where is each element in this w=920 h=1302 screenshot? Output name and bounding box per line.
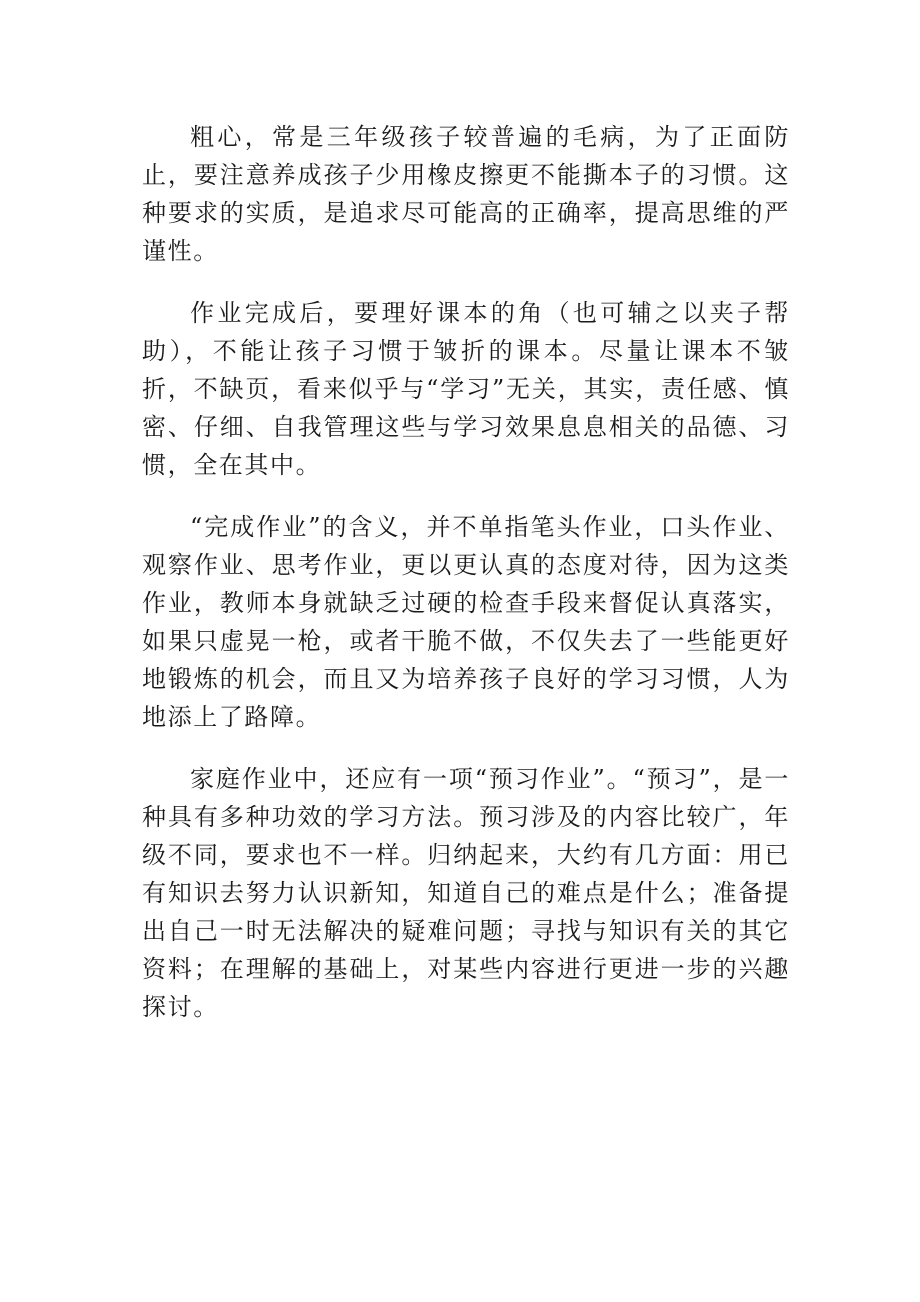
document-body bbox=[142, 118, 790, 1050]
paragraph-2: 作业完成后，要理好课本的角（也可辅之以夹子帮助），不能让孩子习惯于皱折的课本。尽量让课本不皱折，不缺页，看来似乎与“学习”无关，其实，责任感、慎密、仔细、自我管理这些与学习效果息息相关的品德、习惯，全在其中。 bbox=[142, 299, 790, 479]
paragraph-1: 粗心，常是三年级孩子较普遍的毛病，为了正面防止，要注意养成孩子少用橡皮擦更不能撕本子的习惯。这种要求的实质，是追求尽可能高的正确率，提高思维的严谨性。 bbox=[142, 123, 790, 265]
paragraph-3: “完成作业”的含义，并不单指笔头作业，口头作业、观察作业、思考作业，更以更认真的态度对待，因为这类作业，教师本身就缺乏过硬的检查手段来督促认真落实，如果只虚晃一枪，或者干脆不做，不仅失去了一些能更好地锻炼的机会，而且又为培养孩子良好的学习习惯，人为地添上了路障。 bbox=[142, 513, 790, 731]
paragraph-4: 家庭作业中，还应有一项“预习作业”。“预习”，是一种具有多种功效的学习方法。预习涉及的内容比较广，年级不同，要求也不一样。归纳起来，大约有几方面：用已有知识去努力认识新知，知道自己的难点是什么；准备提出自己一时无法解决的疑难问题；寻找与知识有关的其它资料；在理解的基础上，对某些内容进行更进一步的兴趣探讨。 bbox=[142, 765, 790, 1021]
